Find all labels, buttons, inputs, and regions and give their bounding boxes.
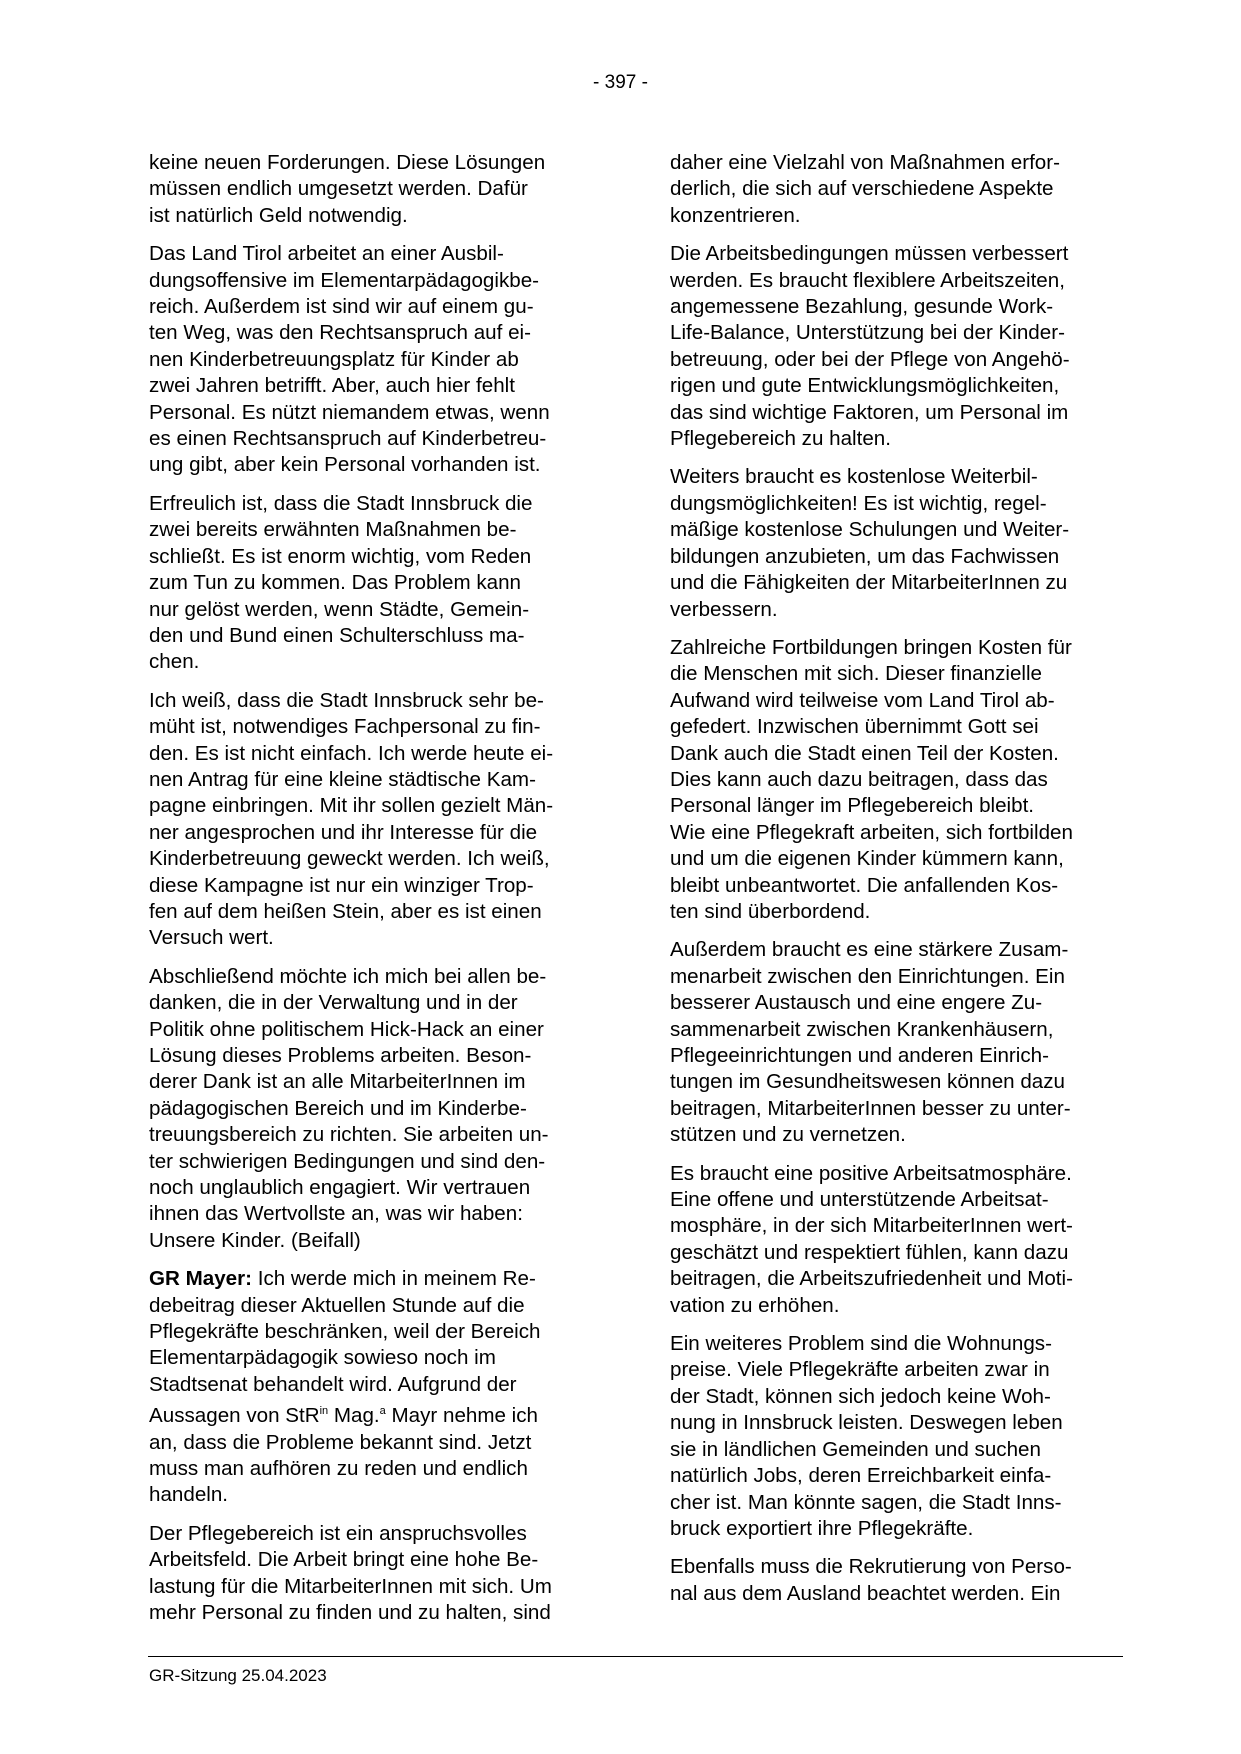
speech-paragraph [149,1266,591,1509]
paragraph: Erfreulich ist, dass die Stadt Innsbruck die zwei bereits erwähnten Maßnahmen be- schließt. Es ist enorm wichtig, vom Reden zum Tun zu kommen. Das Problem kann nur gelöst werden, wenn Städte, Gemein- den und Bund einen Schulterschluss ma- chen. [149,491,533,674]
paragraph: Es braucht eine positive Arbeitsatmosphäre. Eine offene und unterstützende Arbeitsat- mosphäre, in der sich MitarbeiterInnen wert- geschätzt und respektiert fühlen, kann dazu beitragen, die Arbeitszufriedenheit und Moti- vation zu erhöhen. [670,1161,1073,1317]
paragraph: keine neuen Forderungen. Diese Lösungen müssen endlich umgesetzt werden. Dafür ist natürlich Geld notwendig. [149,151,546,227]
paragraph: Zahlreiche Fortbildungen bringen Kosten für die Menschen mit sich. Dieser finanzielle Aufwand wird teilweise vom Land Tirol ab- gefedert. Inzwischen übernimmt Gott sei Dank auch die Stadt einen Teil der Kosten. Dies kann auch dazu beitragen, dass das Personal länger im Pflegebereich bleibt. Wie eine Pflegekraft arbeiten, sich fortbilden und um die eigenen Kinder kümmern kann, bleibt unbeantwortet. Die anfallenden Kos- ten sind überbordend. [670,635,1073,923]
speech-text: Mag. [328,1404,380,1428]
paragraph: Ebenfalls muss die Rekrutierung von Perso- nal aus dem Ausland beachtet werden. Ein [670,1555,1072,1605]
paragraph: Ich weiß, dass die Stadt Innsbruck sehr be- müht ist, notwendiges Fachpersonal zu fin- den. Es ist nicht einfach. Ich werde heute ei- nen Antrag für eine kleine städtische Kam- pagne einbringen. Mit ihr sollen gezielt Män- ner angesprochen und ihr Interesse für die Kinderbetreuung geweckt werden. Ich weiß, diese Kampagne ist nur ein winziger Trop- fen auf dem heißen Stein, aber es ist einen Versuch wert. [149,688,554,950]
paragraph: Außerdem braucht es eine stärkere Zusam- menarbeit zwischen den Einrichtungen. Ein besserer Austausch und eine engere Zu- sammenarbeit zwischen Krankenhäusern, Pflegeeinrichtungen und anderen Einrich- tungen im Gesundheitswesen können dazu beitragen, MitarbeiterInnen besser zu unter- stützen und zu vernetzen. [670,938,1071,1147]
paragraph: daher eine Vielzahl von Maßnahmen erfor- derlich, die sich auf verschiedene Aspekte konzentrieren. [670,151,1060,227]
speech-text: Ich werde mich in meinem Re- debeitrag dieser Aktuellen Stunde auf die Pflegekräfte beschränken, weil der Bereich Elementarpädagogik sowieso noch im Stadtsenat behandelt wird. Aufgrund der Aussagen von StR [149,1267,541,1428]
paragraph: Weiters braucht es kostenlose Weiterbil- dungsmöglichkeiten! Es ist wichtig, regel- mäßige kostenlose Schulungen und Weiter- bildungen anzubieten, um das Fachwissen und die Fähigkeiten der MitarbeiterInnen zu verbessern. [670,465,1070,621]
right-column [670,150,1112,1619]
page-number: - 397 - [593,72,648,93]
left-column [149,150,591,1638]
footer-divider [148,1656,1123,1657]
footer-text: GR-Sitzung 25.04.2023 [149,1666,327,1685]
paragraph: Das Land Tirol arbeitet an einer Ausbil- dungsoffensive im Elementarpädagogikbe- reich. Außerdem ist sind wir auf einem gu- ten Weg, was den Rechtsanspruch auf ei- nen Kinderbetreuungsplatz für Kinder ab zwei Jahren betrifft. Aber, auch hier fehlt Personal. Es nützt niemandem etwas, wenn es einen Rechtsanspruch auf Kinderbetreu- ung gibt, aber kein Personal vorhanden ist. [149,242,550,477]
superscript: in [319,1405,329,1418]
superscript: a [379,1405,386,1418]
speech-text: Mayr nehme ich an, dass die Probleme bekannt sind. Jetzt muss man aufhören zu reden und endlich handeln. [149,1404,539,1507]
paragraph: Der Pflegebereich ist ein anspruchsvolles Arbeitsfeld. Die Arbeit bringt eine hohe Be- lastung für die MitarbeiterInnen mit sich. Um mehr Personal zu finden und zu halten, sind [149,1521,552,1624]
paragraph: Ein weiteres Problem sind die Wohnungs- preise. Viele Pflegekräfte arbeiten zwar in der Stadt, können sich jedoch keine Woh- nung in Innsbruck leisten. Deswegen leben sie in ländlichen Gemeinden und suchen natürlich Jobs, deren Erreichbarkeit einfa- cher ist. Man könnte sagen, die Stadt Inns- bruck exportiert ihre Pflegekräfte. [670,1332,1063,1540]
paragraph: Abschließend möchte ich mich bei allen be- danken, die in der Verwaltung und in der Politik ohne politischem Hick-Hack an einer Lösung dieses Problems arbeiten. Beson- derer Dank ist an alle MitarbeiterInnen im pädagogischen Bereich und im Kinderbe- treuungsbereich zu richten. Sie arbeiten un- ter schwierigen Bedingungen und sind den- noch unglaublich engagiert. Wir vertrauen ihnen das Wertvollste an, was wir haben: Unsere Kinder. (Beifall) [149,964,549,1252]
speaker-name: GR Mayer: [149,1267,252,1291]
paragraph: Die Arbeitsbedingungen müssen verbessert werden. Es braucht flexiblere Arbeitszeiten, angemessene Bezahlung, gesunde Work- Life-Balance, Unterstützung bei der Kinder- betreuung, oder bei der Pflege von Angehö- rigen und gute Entwicklungsmöglichkeiten, das sind wichtige Faktoren, um Personal im Pflegebereich zu halten. [670,242,1070,451]
